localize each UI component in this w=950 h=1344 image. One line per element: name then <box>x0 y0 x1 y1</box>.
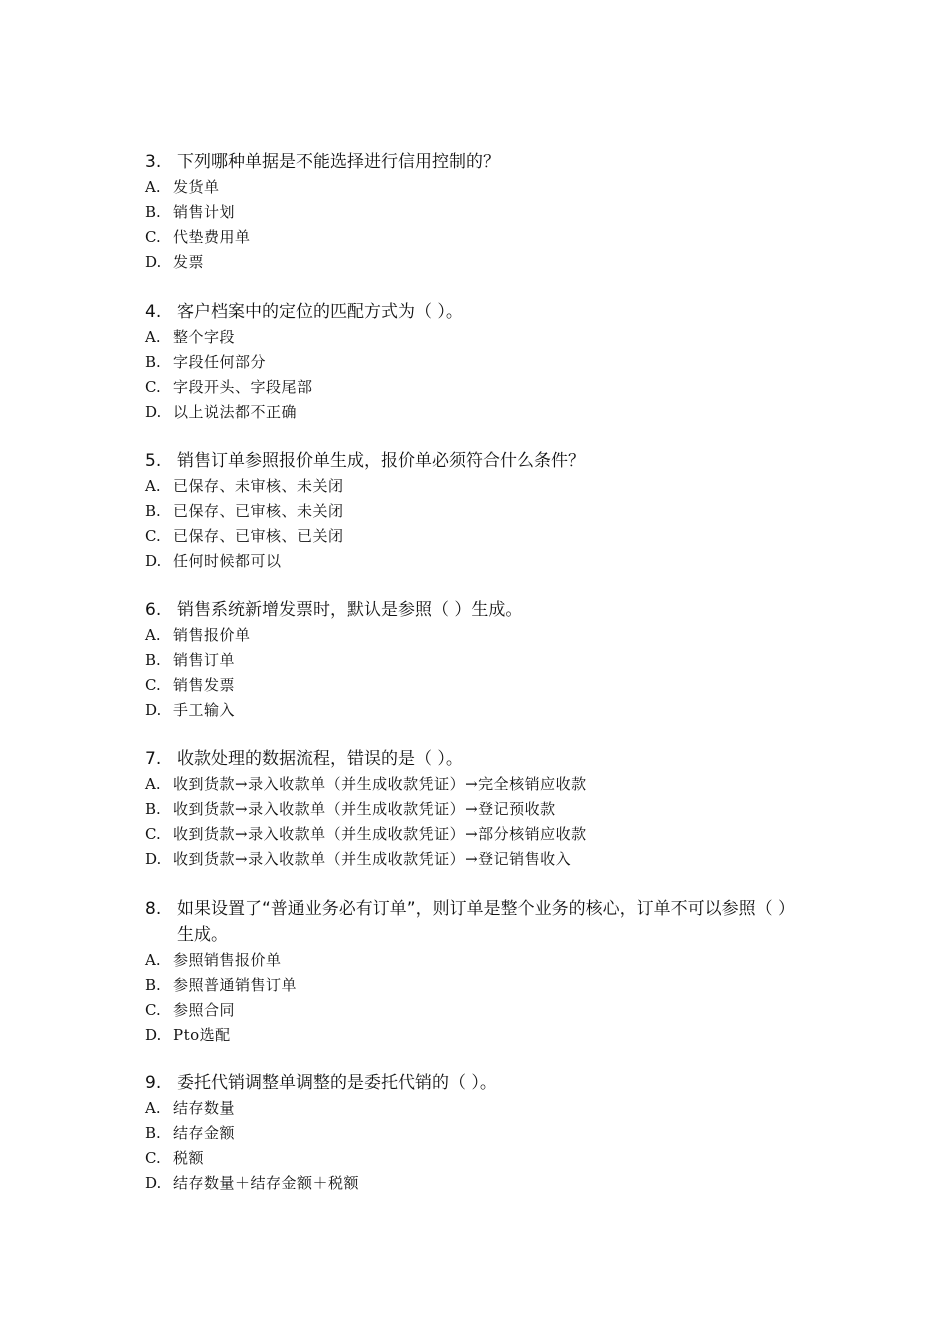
option-a <box>145 1096 805 1121</box>
option-letter: A. <box>145 477 161 495</box>
option-text: 收到货款→录入收款单（并生成收款凭证）→登记销售收入 <box>173 850 572 868</box>
option-letter: C. <box>145 676 161 694</box>
option-text: 已保存、已审核、已关闭 <box>173 527 344 545</box>
question-4 <box>145 299 805 425</box>
option-text: 以上说法都不正确 <box>173 403 298 421</box>
option-letter: C. <box>145 378 161 396</box>
option-text: 结存金额 <box>173 1124 236 1142</box>
option-b <box>145 1121 805 1146</box>
question-number: 9. <box>145 1073 162 1093</box>
question-8 <box>145 896 805 1048</box>
question-number: 3. <box>145 152 162 172</box>
option-letter: B. <box>145 651 161 669</box>
option-letter: B. <box>145 1124 161 1142</box>
option-b <box>145 973 805 998</box>
option-letter: C. <box>145 1149 161 1167</box>
option-b <box>145 350 805 375</box>
question-text: 如果设置了“普通业务必有订单”，则订单是整个业务的核心，订单不可以参照（ ）生成。 <box>177 899 796 945</box>
option-text: 参照合同 <box>173 1001 236 1019</box>
option-text: 手工输入 <box>173 701 236 719</box>
option-text: 参照销售报价单 <box>173 951 282 969</box>
question-6 <box>145 597 805 723</box>
option-text: 已保存、未审核、未关闭 <box>173 477 344 495</box>
option-letter: D. <box>145 552 162 570</box>
option-text: 字段任何部分 <box>173 353 267 371</box>
question-text: 委托代销调整单调整的是委托代销的（ ）。 <box>177 1073 497 1093</box>
option-letter: C. <box>145 228 161 246</box>
question-3 <box>145 149 805 275</box>
question-text: 收款处理的数据流程，错误的是（ ）。 <box>177 749 463 769</box>
option-b <box>145 200 805 225</box>
option-text: 税额 <box>173 1149 205 1167</box>
option-letter: D. <box>145 850 162 868</box>
option-text: 销售报价单 <box>173 626 251 644</box>
option-a <box>145 948 805 973</box>
option-d <box>145 549 805 574</box>
option-letter: A. <box>145 1099 161 1117</box>
question-5 <box>145 448 805 574</box>
question-stem <box>145 448 805 474</box>
question-text: 客户档案中的定位的匹配方式为（ ）。 <box>177 302 463 322</box>
option-letter: C. <box>145 1001 161 1019</box>
question-9 <box>145 1070 805 1196</box>
option-a <box>145 772 805 797</box>
question-text: 销售订单参照报价单生成，报价单必须符合什么条件？ <box>177 451 585 471</box>
option-text: 发货单 <box>173 178 220 196</box>
option-letter: D. <box>145 701 162 719</box>
option-letter: B. <box>145 203 161 221</box>
question-stem <box>145 597 805 623</box>
question-text: 销售系统新增发票时，默认是参照（ ）生成。 <box>177 600 523 620</box>
option-letter: A. <box>145 775 161 793</box>
option-d <box>145 698 805 723</box>
option-letter: B. <box>145 976 161 994</box>
question-stem <box>145 149 805 175</box>
option-text: Pto选配 <box>173 1026 231 1044</box>
option-c <box>145 375 805 400</box>
option-text: 收到货款→录入收款单（并生成收款凭证）→登记预收款 <box>173 800 556 818</box>
option-c <box>145 673 805 698</box>
option-text: 已保存、已审核、未关闭 <box>173 502 344 520</box>
question-stem <box>145 1070 805 1096</box>
option-c <box>145 822 805 847</box>
option-a <box>145 623 805 648</box>
option-d <box>145 250 805 275</box>
option-letter: D. <box>145 1174 162 1192</box>
option-text: 参照普通销售订单 <box>173 976 298 994</box>
option-b <box>145 648 805 673</box>
option-text: 结存数量＋结存金额＋税额 <box>173 1174 360 1192</box>
option-c <box>145 998 805 1023</box>
option-text: 整个字段 <box>173 328 236 346</box>
option-letter: C. <box>145 825 161 843</box>
option-b <box>145 797 805 822</box>
option-text: 结存数量 <box>173 1099 236 1117</box>
option-text: 销售订单 <box>173 651 236 669</box>
option-letter: D. <box>145 403 162 421</box>
option-text: 代垫费用单 <box>173 228 251 246</box>
option-a <box>145 474 805 499</box>
question-number: 8. <box>145 899 162 919</box>
question-7 <box>145 746 805 872</box>
option-a <box>145 325 805 350</box>
option-d <box>145 1171 805 1196</box>
option-letter: D. <box>145 1026 162 1044</box>
option-text: 收到货款→录入收款单（并生成收款凭证）→部分核销应收款 <box>173 825 587 843</box>
option-letter: B. <box>145 353 161 371</box>
question-number: 6. <box>145 600 162 620</box>
option-letter: A. <box>145 951 161 969</box>
option-c <box>145 225 805 250</box>
option-letter: A. <box>145 328 161 346</box>
option-text: 销售发票 <box>173 676 236 694</box>
option-text: 发票 <box>173 253 205 271</box>
option-a <box>145 175 805 200</box>
option-b <box>145 499 805 524</box>
question-stem <box>145 746 805 772</box>
option-c <box>145 1146 805 1171</box>
option-d <box>145 1023 805 1048</box>
option-text: 销售计划 <box>173 203 236 221</box>
question-number: 5. <box>145 451 162 471</box>
option-letter: A. <box>145 626 161 644</box>
option-d <box>145 847 805 872</box>
question-stem <box>145 299 805 325</box>
option-c <box>145 524 805 549</box>
option-letter: B. <box>145 800 161 818</box>
option-d <box>145 400 805 425</box>
option-text: 字段开头、字段尾部 <box>173 378 313 396</box>
option-text: 收到货款→录入收款单（并生成收款凭证）→完全核销应收款 <box>173 775 587 793</box>
question-stem <box>145 896 805 948</box>
option-text: 任何时候都可以 <box>173 552 282 570</box>
question-text: 下列哪种单据是不能选择进行信用控制的？ <box>177 152 500 172</box>
option-letter: B. <box>145 502 161 520</box>
option-letter: A. <box>145 178 161 196</box>
option-letter: D. <box>145 253 162 271</box>
question-number: 4. <box>145 302 162 322</box>
question-number: 7. <box>145 749 162 769</box>
option-letter: C. <box>145 527 161 545</box>
